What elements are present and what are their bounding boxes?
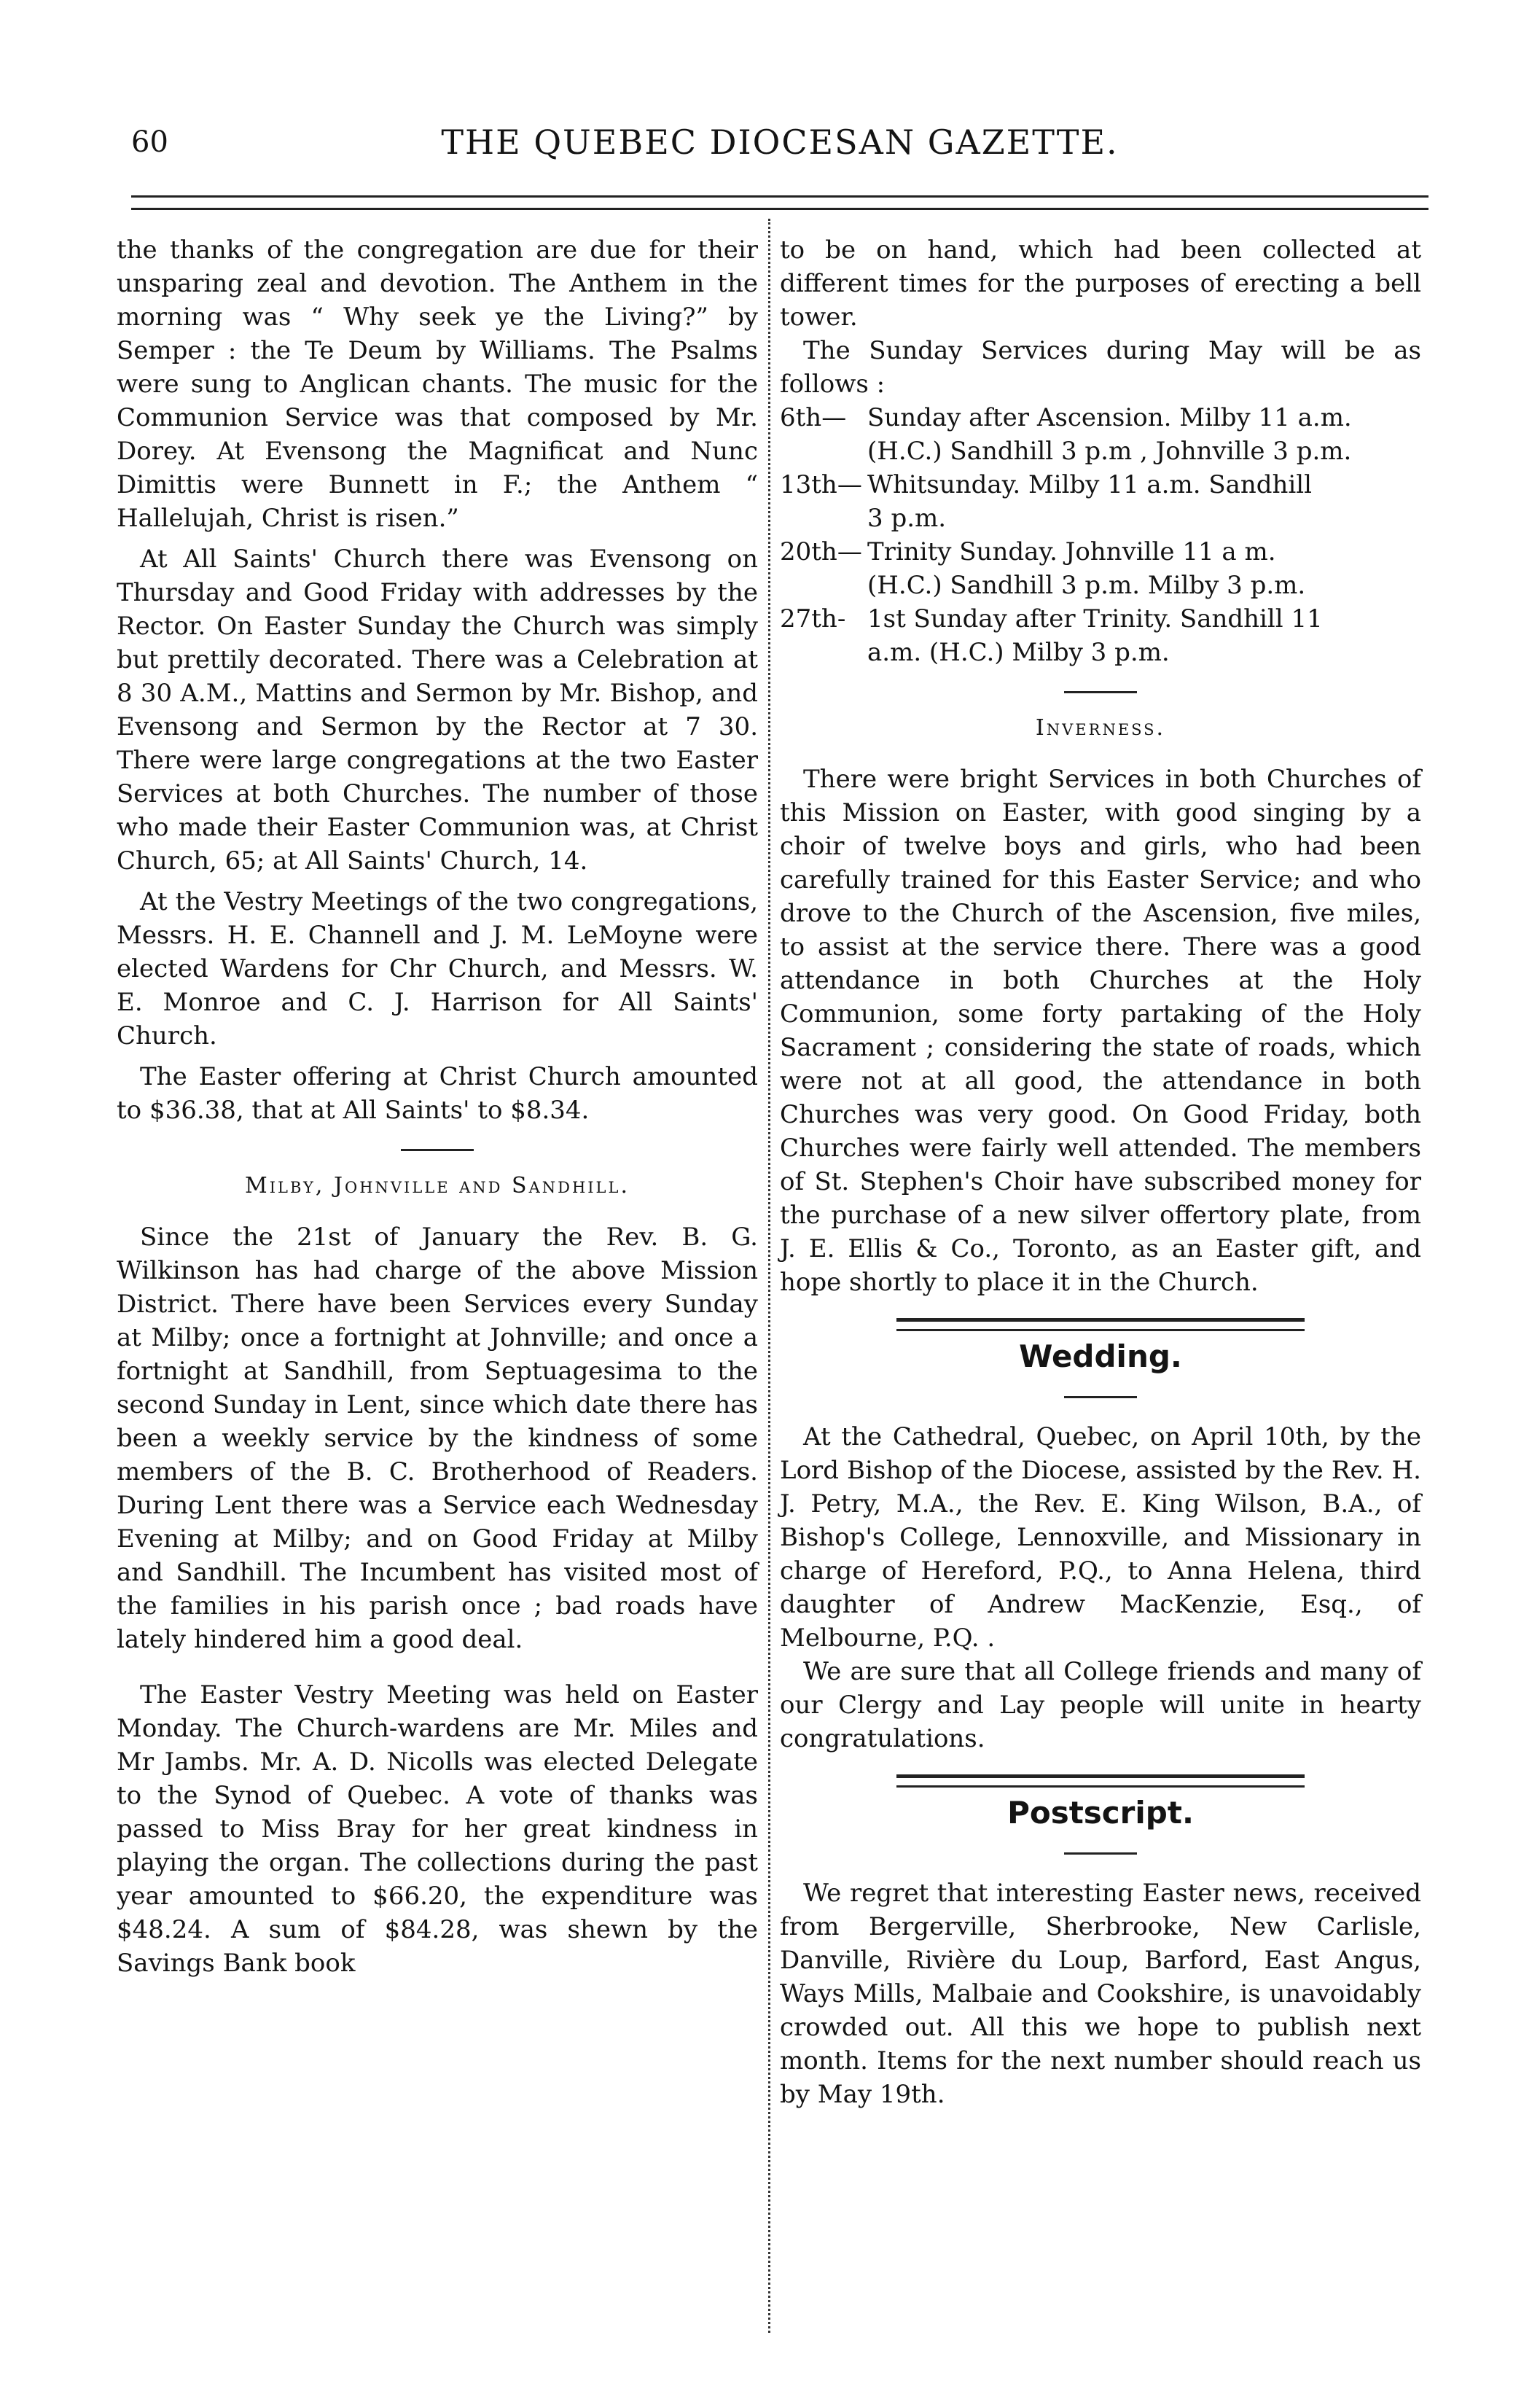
- gazette-title: THE QUEBEC DIOCESAN GAZETTE.: [441, 122, 1119, 162]
- paragraph: At the Vestry Meetings of the two congregations, Messrs. H. E. Channell and J. M. LeMoyne were elected Wardens for Chr Church, and Messrs. W. E. Monroe and C. J. Harrison for All Saints' Church.: [117, 887, 758, 1051]
- paragraph: We are sure that all College friends and many of our Clergy and Lay people will unite in hearty congratulations.: [780, 1657, 1421, 1753]
- double-rule: [896, 1774, 1305, 1788]
- schedule-text: Sunday after Ascension. Milby 11 a.m.: [867, 403, 1352, 432]
- double-rule: [896, 1318, 1305, 1331]
- page-number: 60: [131, 125, 168, 159]
- schedule-text: Whitsunday. Milby 11 a.m. Sandhill: [867, 470, 1313, 499]
- schedule-continuation: 3 p.m.: [867, 504, 947, 533]
- schedule-date: 6th—: [780, 403, 847, 432]
- schedule-continuation: (H.C.) Sandhill 3 p.m. Milby 3 p.m.: [867, 571, 1306, 600]
- right-column: [780, 233, 1421, 2111]
- paragraph: Since the 21st of January the Rev. B. G. Wilkinson has had charge of the above Mission District. There have been Services every Sunday at Milby; once a fortnight at Johnville; and once a fortnight at Sandhill, from Septuagesima to the second Sunday in Lent, since which date there has been a weekly service by the kindness of some members of the B. C. Brotherhood of Readers. During Lent there was a Service each Wednesday Evening at Milby; and on Good Friday at Milby and Sandhill. The Incumbent has visited most of the families in his parish once ; bad roads have lately hindered him a good deal.: [117, 1223, 758, 1654]
- paragraph: There were bright Services in both Churches of this Mission on Easter, with good singing by a choir of twelve boys and girls, who had been carefully trained for this Easter Service; and who drove to the Church of the Ascension, five miles, to assist at the service there. There was a good attendance in both Churches at the Holy Communion, some forty partaking of the Holy Sacrament ; considering the state of roads, which were not at all good, the attendance in both Churches was very good. On Good Friday, both Churches were fairly well attended. The members of St. Stephen's Choir have subscribed money for the purchase of a new silver offertory plate, from J. E. Ellis & Co., Toronto, as an Easter gift, and hope shortly to place it in the Church.: [780, 765, 1421, 1297]
- schedule-row: [780, 535, 1421, 569]
- wedding-heading: Wedding.: [1019, 1338, 1182, 1374]
- schedule-text: 1st Sunday after Trinity. Sandhill 11: [867, 604, 1323, 634]
- section-rule: [1064, 1852, 1137, 1855]
- schedule-date: 27th-: [780, 604, 846, 634]
- section-heading-milby: Milby, Johnville and Sandhill.: [245, 1173, 630, 1198]
- paragraph: The Easter Vestry Meeting was held on Easter Monday. The Church-wardens are Mr. Miles and Mr Jambs. Mr. A. D. Nicolls was elected Delegate to the Synod of Quebec. A vote of thanks was passed to Miss Bray for her great kindness in playing the organ. The collections during the past year amounted to $66.20, the expenditure was $48.24. A sum of $84.28, was shewn by the Savings Bank book: [117, 1680, 758, 1978]
- schedule-continuation: (H.C.) Sandhill 3 p.m , Johnville 3 p.m.: [867, 437, 1352, 466]
- paragraph: the thanks of the congregation are due for their unsparing zeal and devotion. The Anthem in the morning was “ Why seek ye the Living?” by Semper : the Te Deum by Williams. The Psalms were sung to Anglican chants. The music for the Communion Service was that composed by Mr. Dorey. At Evensong the Magnificat and Nunc Dimittis were Bunnett in F.; the Anthem “ Hallelujah, Christ is risen.”: [117, 235, 758, 533]
- header-rule: [131, 195, 1428, 210]
- schedule-row: [780, 401, 1421, 434]
- section-rule: [1064, 1396, 1137, 1398]
- section-rule: [1064, 691, 1137, 693]
- paragraph: At All Saints' Church there was Evensong on Thursday and Good Friday with addresses by the Rector. On Easter Sunday the Church was simply but prettily decorated. There was a Celebration at 8 30 A.M., Mattins and Sermon by Mr. Bishop, and Evensong and Sermon by the Rector at 7 30. There were large congregations at the two Easter Services at both Churches. The number of those who made their Easter Communion was, at Christ Church, 65; at All Saints' Church, 14.: [117, 545, 758, 876]
- paragraph: The Sunday Services during May will be as follows :: [780, 336, 1421, 399]
- schedule-continuation: a.m. (H.C.) Milby 3 p.m.: [867, 638, 1170, 667]
- paragraph: We regret that interesting Easter news, received from Bergerville, Sherbrooke, New Carlisle, Danville, Rivière du Loup, Barford, East Angus, Ways Mills, Malbaie and Cookshire, is unavoidably crowded out. All this we hope to publish next month. Items for the next number should reach us by May 19th.: [780, 1879, 1421, 2109]
- left-column: [117, 233, 758, 1980]
- postscript-heading: Postscript.: [1007, 1795, 1194, 1831]
- schedule-date: 20th—: [780, 537, 862, 566]
- schedule-row: [780, 602, 1421, 636]
- section-heading-inverness: Inverness.: [1035, 715, 1166, 741]
- section-rule: [401, 1149, 474, 1151]
- column-divider: [768, 219, 770, 2333]
- service-schedule: [780, 401, 1421, 669]
- schedule-text: Trinity Sunday. Johnville 11 a m.: [867, 537, 1276, 566]
- page-header: [124, 117, 1436, 168]
- schedule-row: [780, 468, 1421, 502]
- schedule-date: 13th—: [780, 470, 862, 499]
- paragraph: The Easter offering at Christ Church amounted to $36.38, that at All Saints' to $8.34.: [117, 1062, 758, 1125]
- paragraph: At the Cathedral, Quebec, on April 10th, by the Lord Bishop of the Diocese, assisted by the Rev. H. J. Petry, M.A., the Rev. E. King Wilson, B.A., of Bishop's College, Lennoxville, and Missionary in charge of Hereford, P.Q., to Anna Helena, third daughter of Andrew MacKenzie, Esq., of Melbourne, P.Q. .: [780, 1422, 1421, 1653]
- paragraph: to be on hand, which had been collected at different times for the purposes of erecting a bell tower.: [780, 235, 1421, 332]
